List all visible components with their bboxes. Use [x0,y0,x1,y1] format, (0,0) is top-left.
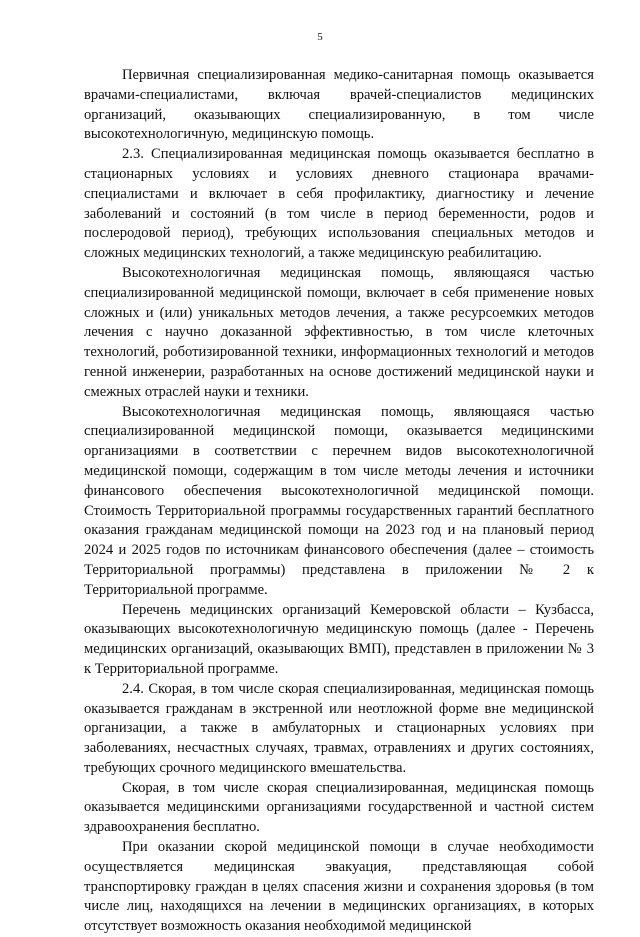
paragraph-2-3-specialized-care: 2.3. Специализированная медицинская помощь оказывается бесплатно в стационарных условиях и условиях дневного стационара врачами-специалистами и включает в себя профилактику, диагностику и лечение заболеваний и состояний (в том числе в период беременности, родов и послеродовой период), требующих использования специальных методов и сложных медицинских технологий, а также медицинскую реабилитацию. [84,146,594,262]
paragraph-emergency-care-free: Скорая, в том числе скорая специализированная, медицинская помощь оказывается медицинскими организациями государственной и частной систем здравоохранения бесплатно. [84,779,594,836]
paragraph-primary-care: Первичная специализированная медико-санитарная помощь оказывается врачами-специалистами, включая врачей-специалистов медицинских организаций, оказывающих специализированную, в том числе высокотехнологичную, медицинскую помощь. [84,67,594,143]
paragraph-high-tech-care-provision: Высокотехнологичная медицинская помощь, являющаяся частью специализированной медицинской помощи, оказывается медицинскими организациями в соответствии с перечнем видов высокотехнологичной медицинской помощи, содержащим в том числе методы лечения и источники финансового обеспечения высокотехнологичной медицинской помощи. Стоимость Территориальной программы государственных гарантий бесплатного оказания гражданам медицинской помощи на 2023 год и на плановый период 2024 и 2025 годов по источникам финансового обеспечения (далее – стоимость Территориальной программы) представлена в приложении № 2 к Территориальной программе. [84,403,594,598]
document-body [84,66,594,937]
paragraph-2-4-emergency-care: 2.4. Скорая, в том числе скорая специализированная, медицинская помощь оказывается гражданам в экстренной или неотложной форме вне медицинской организации, а также в амбулаторных и стационарных условиях при заболеваниях, несчастных случаях, травмах, отравлениях и других состояниях, требующих срочного медицинского вмешательства. [84,680,594,776]
paragraph-high-tech-care-definition: Высокотехнологичная медицинская помощь, являющаяся частью специализированной медицинской помощи, включает в себя применение новых сложных и (или) уникальных методов лечения, а также ресурсоемких методов лечения с научно доказанной эффективностью, в том числе клеточных технологий, роботизированной техники, информационных технологий и методов генной инженерии, разработанных на основе достижений медицинской науки и смежных отраслей науки и техники. [84,264,594,400]
page-number: 5 [317,31,323,43]
paragraph-medical-evacuation: При оказании скорой медицинской помощи в случае необходимости осуществляется медицинская эвакуация, представляющая собой транспортировку граждан в целях спасения жизни и сохранения здоровья (в том числе лиц, находящихся на лечении в медицинских организациях, в которых отсутствует возможность оказания необходимой медицинской [84,839,594,935]
paragraph-hmp-organizations-list: Перечень медицинских организаций Кемеровской области – Кузбасса, оказывающих высокотехнологичную медицинскую помощь (далее - Перечень медицинских организаций, оказывающих ВМП), представлен в приложении № 3 к Территориальной программе. [84,601,594,677]
